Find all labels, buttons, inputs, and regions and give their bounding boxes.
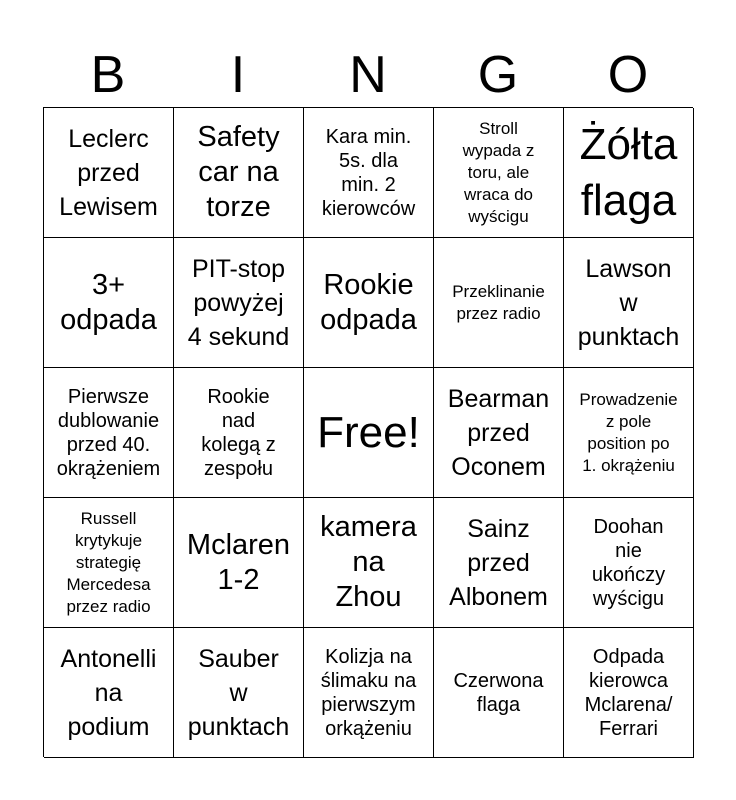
bingo-cell[interactable]: [44, 238, 174, 368]
bingo-cell[interactable]: [174, 108, 304, 238]
bingo-cell-text: Bearman przed Oconem: [447, 384, 550, 481]
bingo-cell[interactable]: [434, 238, 564, 368]
bingo-cell[interactable]: [174, 498, 304, 628]
bingo-cell-text: Prowadzenie z pole position po 1. okrążeniu: [579, 389, 678, 475]
bingo-cell-text: Czerwona flaga: [453, 669, 544, 716]
bingo-card-grid: [43, 107, 693, 757]
bingo-cell-text: Odpada kierowca Mclarena/ Ferrari: [584, 645, 673, 740]
bingo-cell[interactable]: [44, 368, 174, 498]
bingo-cell-text: Mclaren 1-2: [186, 528, 291, 596]
bingo-cell-text: Rookie odpada: [320, 268, 417, 336]
bingo-cell-text: Antonelli na podium: [60, 644, 157, 741]
bingo-cell[interactable]: [44, 628, 174, 758]
bingo-cell[interactable]: [174, 368, 304, 498]
bingo-cell-text: PIT-stop powyżej 4 sekund: [187, 254, 290, 351]
bingo-cell[interactable]: [304, 628, 434, 758]
bingo-cell[interactable]: [434, 368, 564, 498]
bingo-cell-text: Kolizja na ślimaku na pierwszym orkążeniu: [320, 645, 417, 740]
bingo-cell[interactable]: [44, 498, 174, 628]
bingo-cell-text: Stroll wypada z toru, ale wraca do wyścigu: [462, 118, 535, 226]
bingo-cell[interactable]: [564, 108, 694, 238]
bingo-cell-text: Lawson w punktach: [577, 254, 680, 351]
bingo-cell-text: kamera na Zhou: [320, 511, 417, 613]
bingo-cell-text: Leclerc przed Lewisem: [59, 124, 158, 221]
bingo-cell[interactable]: [564, 628, 694, 758]
bingo-cell[interactable]: [434, 108, 564, 238]
bingo-cell[interactable]: [304, 498, 434, 628]
bingo-cell[interactable]: [304, 108, 434, 238]
bingo-cell[interactable]: [434, 628, 564, 758]
bingo-cell[interactable]: [564, 498, 694, 628]
bingo-cell[interactable]: [564, 238, 694, 368]
bingo-cell[interactable]: [304, 238, 434, 368]
bingo-cell-text: Sainz przed Albonem: [449, 514, 548, 611]
bingo-header: [43, 44, 693, 106]
bingo-cell[interactable]: [174, 238, 304, 368]
bingo-cell-text: Doohan nie ukończy wyścigu: [591, 515, 666, 610]
bingo-cell[interactable]: [564, 368, 694, 498]
bingo-cell[interactable]: [174, 628, 304, 758]
bingo-cell-text: Free!: [317, 407, 420, 457]
bingo-cell[interactable]: [44, 108, 174, 238]
header-letter-n: N: [349, 46, 387, 104]
header-letter-g: G: [477, 46, 519, 104]
bingo-cell-text: Russell krytykuje strategię Mercedesa przez radio: [66, 508, 151, 616]
bingo-cell-text: Kara min. 5s. dla min. 2 kierowców: [321, 125, 416, 220]
bingo-cell-text: Sauber w punktach: [187, 644, 290, 741]
header-letter-o: O: [607, 46, 649, 104]
bingo-cell-text: Safety car na torze: [197, 121, 280, 223]
header-letter-b: B: [90, 46, 126, 104]
header-letter-i: I: [230, 46, 246, 104]
bingo-cell-text: 3+ odpada: [60, 268, 157, 336]
bingo-cell-text: Pierwsze dublowanie przed 40. okrążeniem: [56, 385, 161, 480]
free-space-cell[interactable]: [304, 368, 434, 498]
bingo-cell[interactable]: [434, 498, 564, 628]
bingo-cell-text: Żółta flaga: [579, 119, 678, 225]
bingo-cell-text: Przeklinanie przez radio: [452, 281, 545, 323]
bingo-cell-text: Rookie nad kolegą z zespołu: [201, 385, 276, 480]
